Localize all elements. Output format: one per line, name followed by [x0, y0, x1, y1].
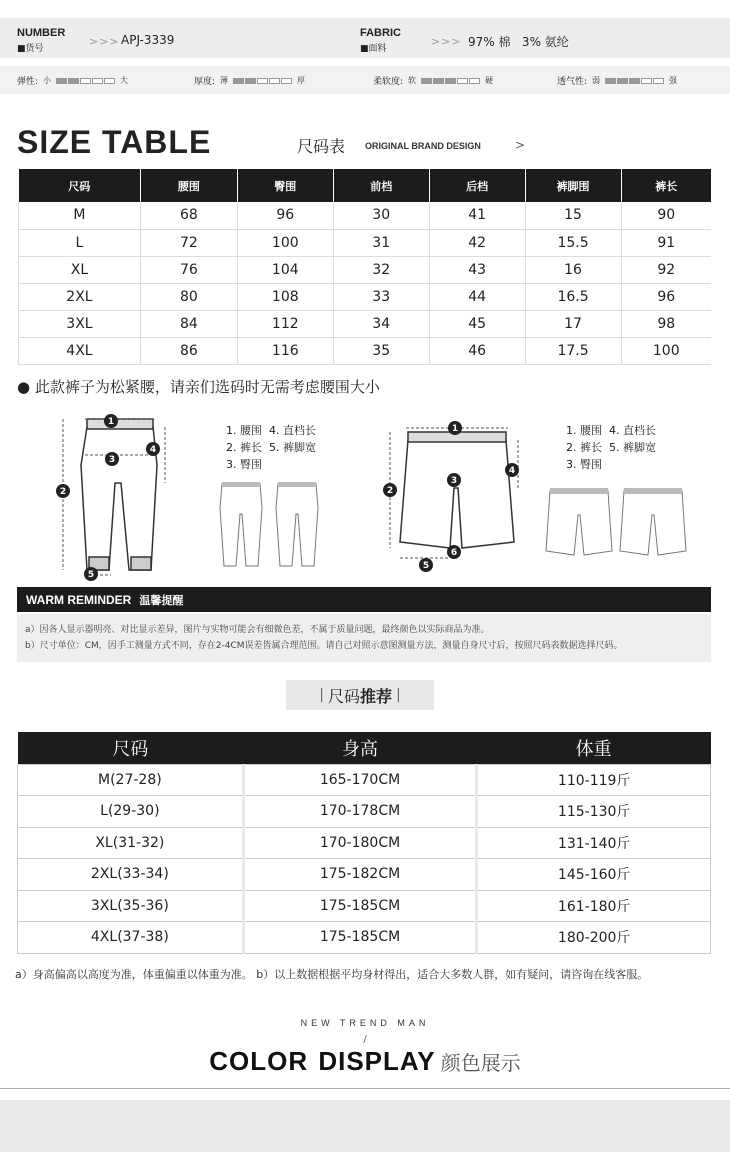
legend-item: 3. 臀围 — [566, 458, 602, 471]
attribute-elastic — [17, 74, 128, 87]
table-cell: 30 — [333, 202, 429, 229]
table-row — [18, 764, 711, 796]
header-cell: 前档 — [333, 169, 429, 202]
legend-item: 3. 臀围 — [226, 458, 262, 471]
fabric-label: FABRIC — [360, 27, 401, 39]
header-cell: 后档 — [429, 169, 525, 202]
table-cell: 42 — [429, 229, 525, 256]
table-cell: 91 — [621, 229, 711, 256]
attribute-high: 强 — [669, 76, 678, 85]
svg-text:2: 2 — [386, 486, 394, 496]
table-row — [19, 283, 712, 310]
warm-reminder-header — [17, 587, 711, 612]
recommend-note: a）身高偏高以高度为准，体重偏重以体重为准。 b）以上数据根据平均身材得出，适合大多数人群，如有疑问，请咨询在线客服。 — [15, 968, 649, 981]
legend-item: 1. 腰围 — [226, 424, 262, 437]
table-cell: XL — [19, 256, 141, 283]
svg-text:5: 5 — [87, 570, 95, 580]
table-row — [18, 922, 711, 954]
svg-text:4: 4 — [508, 466, 516, 476]
shorts-thumbnails — [544, 485, 694, 559]
attribute-name: 弹性: — [17, 77, 39, 87]
table-cell: 100 — [621, 337, 711, 364]
elastic-waist-note: ● 此款裤子为松紧腰，请亲们选码时无需考虑腰围大小 — [17, 378, 380, 396]
table-cell: 41 — [429, 202, 525, 229]
table-cell: 44 — [429, 283, 525, 310]
table-cell: 33 — [333, 283, 429, 310]
table-cell: 68 — [140, 202, 237, 229]
attribute-low: 薄 — [220, 76, 229, 85]
table-cell: 131-140斤 — [477, 827, 711, 859]
svg-text:5: 5 — [422, 561, 430, 571]
table-cell: 110-119斤 — [477, 764, 711, 796]
legend-item: 2. 裤长 — [226, 441, 262, 454]
number-label: NUMBER — [17, 27, 66, 39]
fabric-arrows: >>> — [431, 35, 462, 48]
table-cell: 3XL — [19, 310, 141, 337]
table-row — [18, 827, 711, 859]
table-cell: 98 — [621, 310, 711, 337]
header-cell: 臀围 — [237, 169, 333, 202]
table-cell: 16 — [525, 256, 621, 283]
color-display-cn: 颜色展示 — [440, 1051, 521, 1075]
table-cell: 96 — [621, 283, 711, 310]
size-table-header — [19, 169, 712, 202]
recommend-table-header — [18, 732, 711, 764]
svg-text:1: 1 — [107, 417, 115, 427]
fabric-label-cn: ■面料 — [360, 44, 387, 54]
number-label-cn: ■货号 — [17, 44, 44, 54]
legend-item: 5. 裤脚宽 — [609, 441, 656, 454]
size-recommend-table — [17, 732, 711, 954]
brand-tagline: ORIGINAL BRAND DESIGN — [365, 141, 481, 151]
table-row — [19, 229, 712, 256]
table-cell: 115-130斤 — [477, 796, 711, 828]
attribute-low: 软 — [408, 76, 417, 85]
bottom-band — [0, 1100, 730, 1152]
table-cell: 76 — [140, 256, 237, 283]
color-display-word-2: DISPLAY — [318, 1046, 436, 1076]
table-cell: 72 — [140, 229, 237, 256]
attribute-low: 小 — [43, 76, 52, 85]
table-cell: 4XL — [19, 337, 141, 364]
table-cell: 16.5 — [525, 283, 621, 310]
table-cell: 35 — [333, 337, 429, 364]
table-cell: 92 — [621, 256, 711, 283]
warm-reminder-body — [17, 614, 711, 662]
attribute-level-bar — [56, 78, 115, 84]
header-cell: 裤长 — [621, 169, 711, 202]
table-cell: 17 — [525, 310, 621, 337]
table-row — [19, 256, 712, 283]
shorts-measure-diagram — [378, 418, 528, 578]
size-table — [18, 169, 711, 365]
fabric-value: 97% 棉 3% 氨纶 — [468, 35, 569, 49]
legend-item: 4. 直档长 — [269, 424, 316, 437]
table-cell: 170-180CM — [243, 827, 477, 859]
table-row — [19, 310, 712, 337]
header-cell: 尺码 — [18, 732, 244, 764]
table-cell: 17.5 — [525, 337, 621, 364]
attribute-breathability — [557, 74, 677, 87]
attribute-high: 厚 — [297, 76, 306, 85]
size-table-title-cn: 尺码表 — [297, 137, 346, 156]
table-cell: 175-185CM — [243, 922, 477, 954]
attribute-thickness — [194, 74, 305, 87]
table-cell: 112 — [237, 310, 333, 337]
title-pipe: | — [319, 687, 324, 703]
header-cell: 身高 — [243, 732, 477, 764]
table-cell: 15 — [525, 202, 621, 229]
chevron-right-icon: > — [515, 138, 526, 152]
svg-text:4: 4 — [149, 445, 157, 455]
title-light: 尺码 — [327, 686, 360, 706]
table-row — [19, 202, 712, 229]
svg-text:3: 3 — [450, 476, 458, 486]
table-cell: 175-185CM — [243, 890, 477, 922]
size-recommend-title — [286, 680, 434, 710]
legend-item: 4. 直档长 — [609, 424, 656, 437]
table-cell: 170-178CM — [243, 796, 477, 828]
header-cell: 裤脚围 — [525, 169, 621, 202]
pants-legend — [226, 422, 346, 473]
attribute-level-bar — [605, 78, 664, 84]
attribute-level-bar — [421, 78, 480, 84]
reminder-line-b: b）尺寸单位：CM，因手工测量方式不同，存在2-4CM误差皆属合理范围。请自己对照示意图测量方法，测量自身尺寸后，按照尺码表数据选择尺码。 — [25, 641, 623, 651]
attribute-name: 透气性: — [557, 77, 588, 87]
table-cell: 165-170CM — [243, 764, 477, 796]
pants-measure-diagram — [45, 405, 185, 585]
table-cell: M(27-28) — [18, 764, 244, 796]
header-cell: 尺码 — [19, 169, 141, 202]
attribute-high: 大 — [120, 76, 129, 85]
table-cell: 86 — [140, 337, 237, 364]
divider — [0, 1088, 730, 1089]
attribute-name: 柔软度: — [373, 77, 404, 87]
color-display-title — [0, 1046, 730, 1077]
table-cell: 43 — [429, 256, 525, 283]
header-cell: 体重 — [477, 732, 711, 764]
table-row — [18, 796, 711, 828]
attribute-name: 厚度: — [194, 77, 216, 87]
svg-text:1: 1 — [451, 424, 459, 434]
legend-item: 5. 裤脚宽 — [269, 441, 316, 454]
new-trend-tagline: NEW TREND MAN — [300, 1018, 430, 1028]
table-cell: 175-182CM — [243, 859, 477, 891]
table-cell: 31 — [333, 229, 429, 256]
tagline-slash: / — [363, 1034, 367, 1045]
table-cell: 4XL(37-38) — [18, 922, 244, 954]
attribute-level-bar — [233, 78, 292, 84]
table-cell: 3XL(35-36) — [18, 890, 244, 922]
table-cell: 104 — [237, 256, 333, 283]
table-cell: 180-200斤 — [477, 922, 711, 954]
reminder-line-a: a）因各人显示器明亮、对比显示差异，图片与实物可能会有细微色差，不属于质量问题，最终颜色以实际商品为准。 — [25, 625, 490, 635]
table-cell: 34 — [333, 310, 429, 337]
table-cell: 80 — [140, 283, 237, 310]
title-bold: 推荐 — [360, 686, 393, 706]
svg-text:3: 3 — [108, 455, 116, 465]
table-cell: 2XL — [19, 283, 141, 310]
table-cell: 46 — [429, 337, 525, 364]
header-cell: 腰围 — [140, 169, 237, 202]
shorts-legend — [566, 422, 686, 473]
table-cell: 108 — [237, 283, 333, 310]
svg-text:6: 6 — [450, 548, 458, 558]
legend-item: 1. 腰围 — [566, 424, 602, 437]
warm-reminder-title: WARM REMINDER — [26, 592, 132, 607]
table-cell: L(29-30) — [18, 796, 244, 828]
table-cell: 145-160斤 — [477, 859, 711, 891]
table-cell: 116 — [237, 337, 333, 364]
table-row — [18, 859, 711, 891]
table-cell: 161-180斤 — [477, 890, 711, 922]
attribute-low: 弱 — [592, 76, 601, 85]
table-cell: 45 — [429, 310, 525, 337]
table-cell: 84 — [140, 310, 237, 337]
attribute-high: 硬 — [485, 76, 494, 85]
pants-thumbnails — [218, 478, 326, 570]
size-table-title: SIZE TABLE — [17, 124, 212, 160]
legend-item: 2. 裤长 — [566, 441, 602, 454]
title-pipe: | — [396, 687, 401, 703]
color-display-word-1: COLOR — [209, 1046, 309, 1076]
table-cell: XL(31-32) — [18, 827, 244, 859]
table-cell: 100 — [237, 229, 333, 256]
table-row — [19, 337, 712, 364]
table-cell: 90 — [621, 202, 711, 229]
table-cell: 15.5 — [525, 229, 621, 256]
table-cell: M — [19, 202, 141, 229]
table-cell: 32 — [333, 256, 429, 283]
number-arrows: >>> — [89, 35, 120, 48]
table-row — [18, 890, 711, 922]
table-cell: 96 — [237, 202, 333, 229]
svg-text:2: 2 — [59, 487, 67, 497]
number-value: APJ-3339 — [121, 33, 175, 47]
table-cell: 2XL(33-34) — [18, 859, 244, 891]
warm-reminder-title-cn: 温馨提醒 — [139, 593, 184, 607]
attribute-softness — [373, 74, 493, 87]
table-cell: L — [19, 229, 141, 256]
